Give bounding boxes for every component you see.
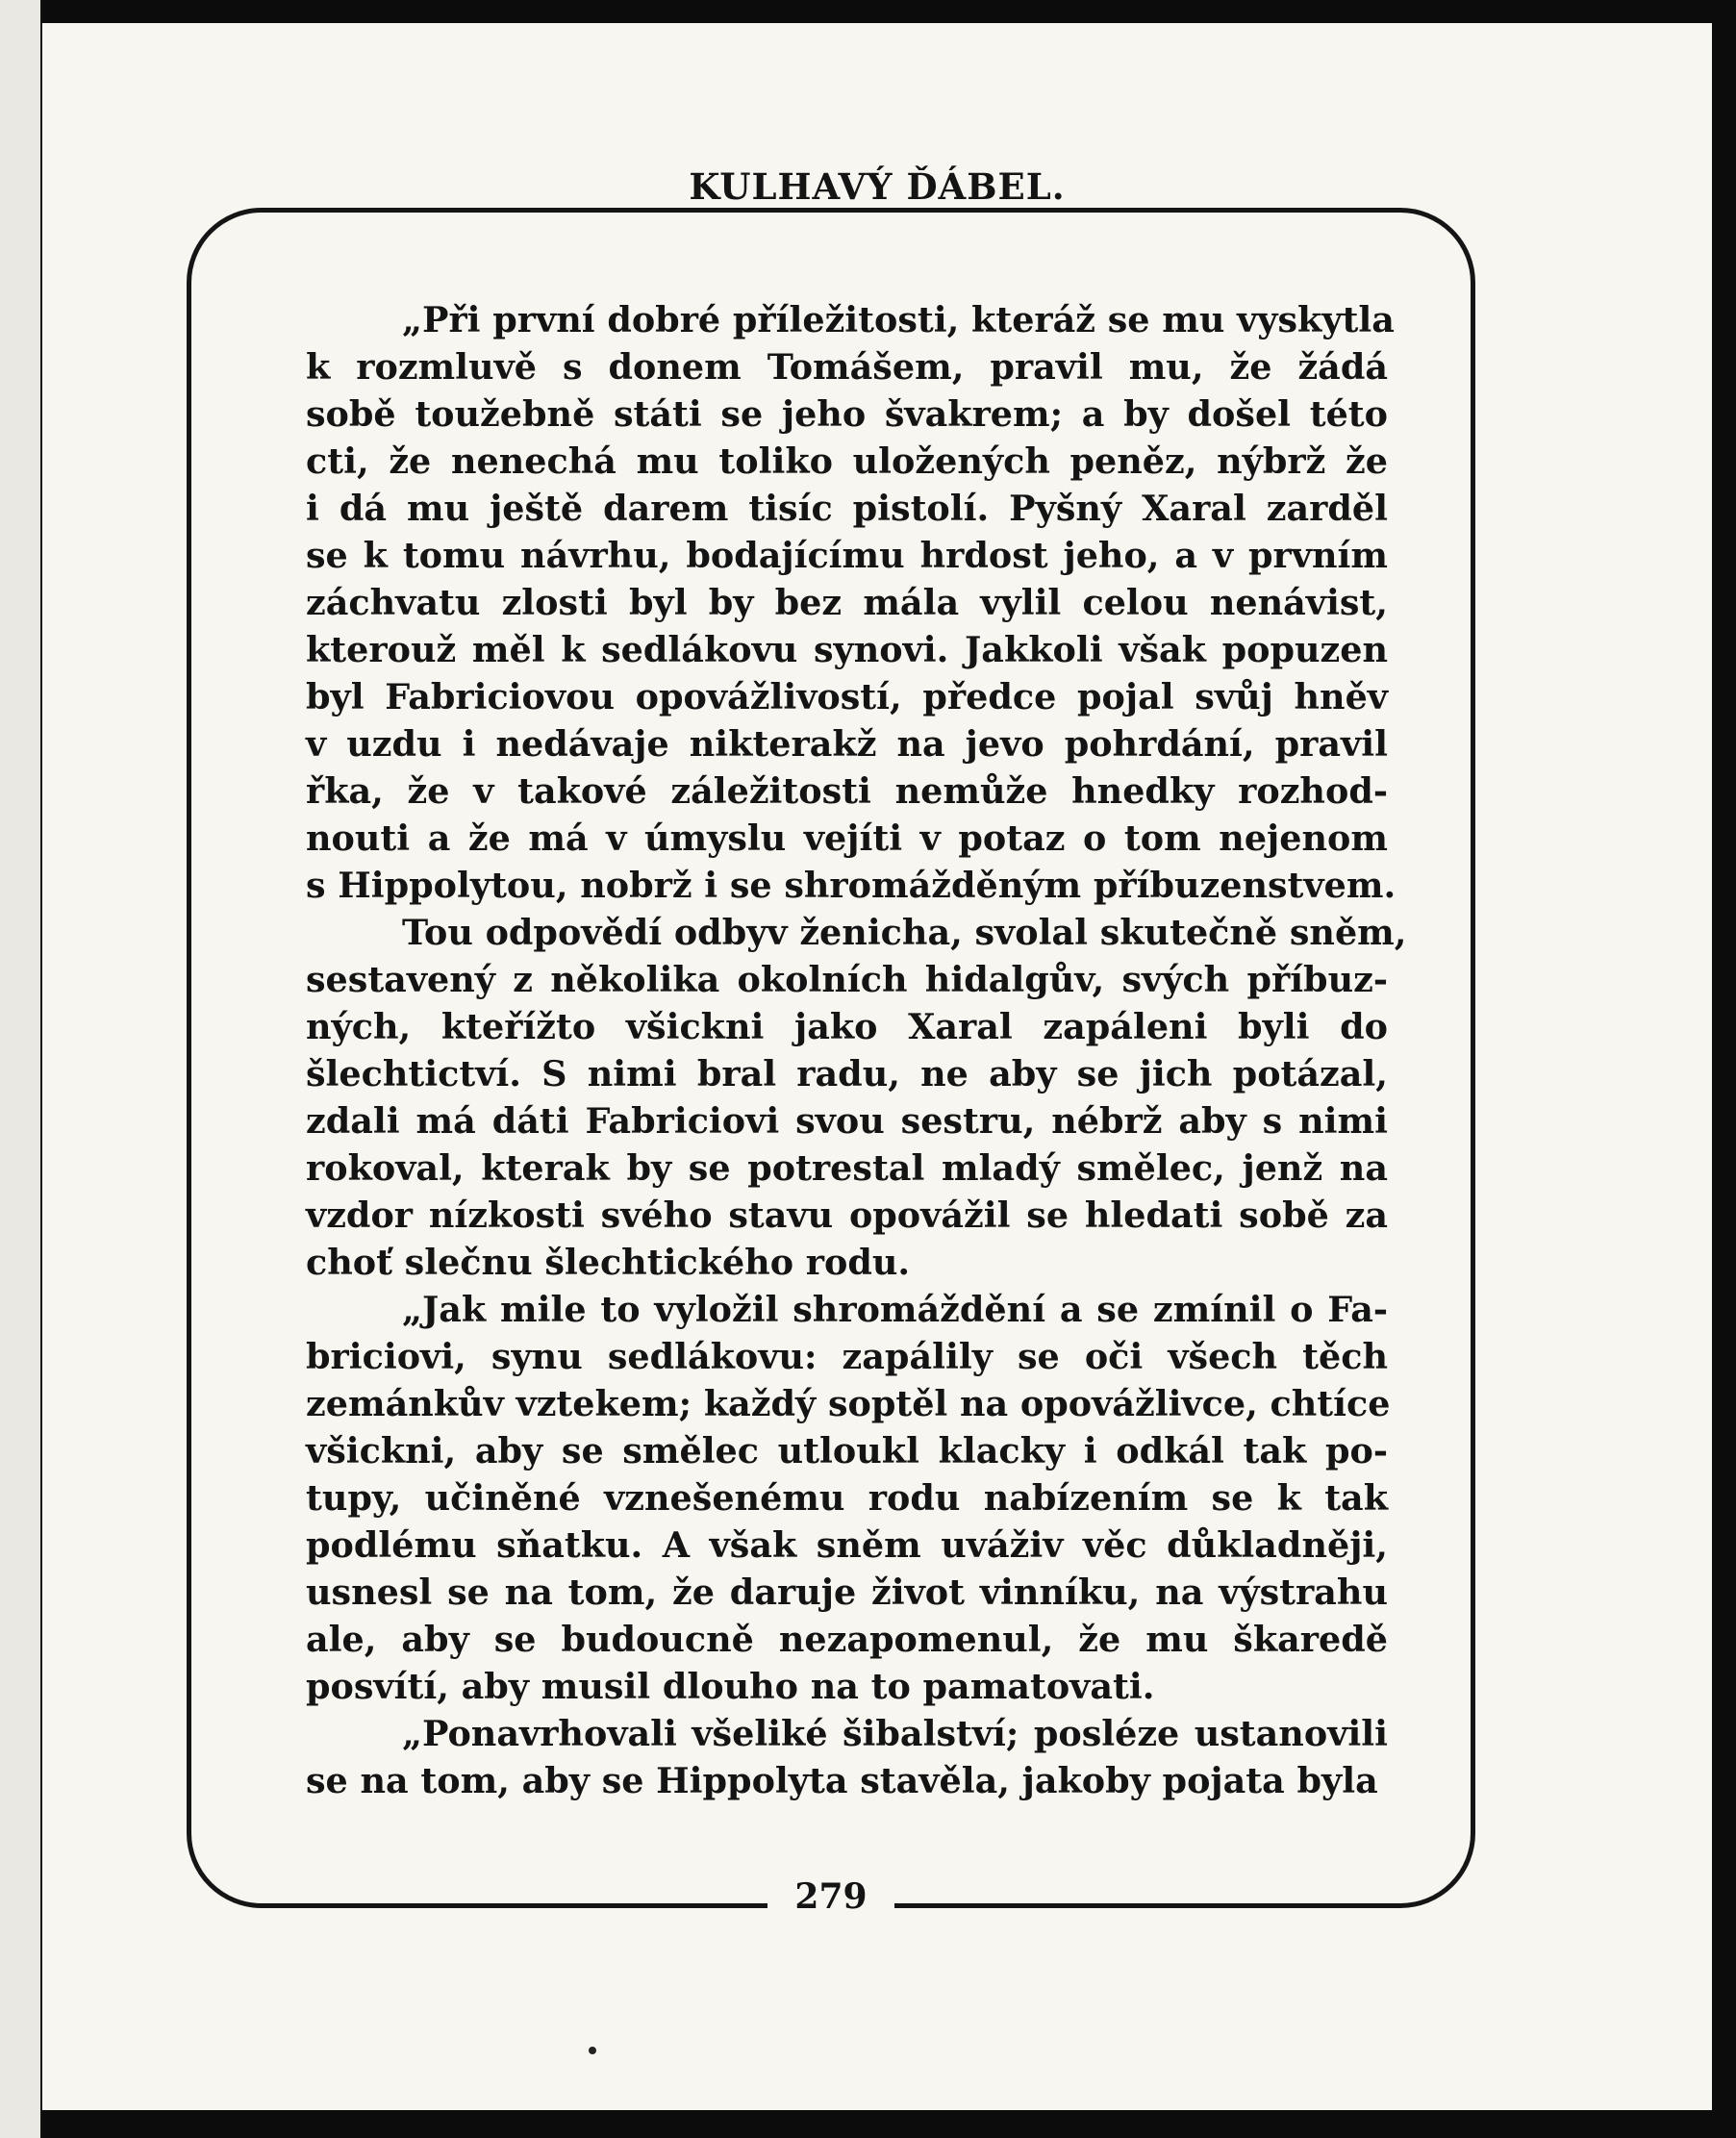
text-line: s Hippolytou, nobrž i se shromážděným příbuzenstvem. (306, 865, 1396, 906)
paragraph (306, 909, 1407, 1286)
text-line: podlému sňatku. A však sněm uváživ věc důkladněji, (306, 1524, 1388, 1566)
text-line: choť slečnu šlechtického rodu. (306, 1242, 911, 1283)
running-header: KULHAVÝ ĎÁBEL. (689, 165, 1066, 208)
text-line: nouti a že má v úmyslu vejíti v potaz o tom nejenom (306, 817, 1388, 859)
page-number: 279 (767, 1876, 893, 1917)
text-line: briciovi, synu sedlákovu: zapálily se oči všech těch (306, 1336, 1388, 1377)
paragraph (306, 296, 1396, 909)
text-line: byl Fabriciovou opovážlivostí, předce pojal svůj hněv (306, 676, 1388, 717)
body-text (306, 296, 1407, 1804)
text-line: všickni, aby se smělec utloukl klacky i odkál tak po- (306, 1430, 1388, 1471)
text-line: i dá mu ještě darem tisíc pistolí. Pyšný Xaral zarděl (306, 488, 1388, 529)
text-line: tupy, učiněné vznešenému rodu nabízením se k tak (306, 1477, 1388, 1519)
text-line: v uzdu i nedávaje nikterakž na jevo pohrdání, pravil (306, 723, 1388, 765)
text-line: sestavený z několika okolních hidalgův, svých příbuz- (306, 959, 1388, 1000)
text-line: kterouž měl k sedlákovu synovi. Jakkoli však popuzen (306, 629, 1388, 670)
text-line: cti, že nenechá mu toliko uložených peněz, nýbrž že (306, 440, 1388, 482)
text-line: ale, aby se budoucně nezapomenul, že mu škaredě (306, 1619, 1388, 1660)
text-line: „Ponavrhovali všeliké šibalství; posléze ustanovili (402, 1713, 1388, 1754)
text-line: zdali má dáti Fabriciovi svou sestru, nébrž aby s nimi (306, 1100, 1388, 1142)
page-number-wrap (187, 1876, 1475, 1917)
text-line: k rozmluvě s donem Tomášem, pravil mu, že žádá (306, 346, 1388, 388)
text-line: „Jak mile to vyložil shromáždění a se zmínil o Fa- (402, 1289, 1388, 1330)
text-line: „Při první dobré příležitosti, kteráž se mu vyskytla (402, 299, 1395, 340)
paragraph (306, 1286, 1391, 1710)
text-line: ných, kteřížto všickni jako Xaral zapáleni byli do (306, 1006, 1388, 1047)
text-line: usnesl se na tom, že daruje život vinníku, na výstrahu (306, 1572, 1388, 1613)
text-line: vzdor nízkosti svého stavu opovážil se hledati sobě za (306, 1195, 1388, 1236)
adjacent-page-edge (0, 0, 42, 2138)
paragraph (306, 1710, 1388, 1804)
text-line: rokoval, kterak by se potrestal mladý smělec, jenž na (306, 1147, 1388, 1189)
text-line: šlechtictví. S nimi bral radu, ne aby se jich potázal, (306, 1053, 1388, 1094)
text-line: se na tom, aby se Hippolyta stavěla, jakoby pojata byla (306, 1760, 1378, 1801)
text-line: záchvatu zlosti byl by bez mála vylil celou nenávist, (306, 582, 1388, 623)
text-line: se k tomu návrhu, bodajícímu hrdost jeho, a v prvním (306, 535, 1388, 576)
text-line: zemánkův vztekem; každý soptěl na opovážlivce, chtíce (306, 1383, 1391, 1424)
ink-speck (589, 2047, 596, 2054)
text-line: posvítí, aby musil dlouho na to pamatovati. (306, 1666, 1155, 1707)
text-line: řka, že v takové záležitosti nemůže hnedky rozhod- (306, 770, 1388, 812)
text-line: Tou odpovědí odbyv ženicha, svolal skutečně sněm, (402, 912, 1407, 953)
text-line: sobě toužebně státi se jeho švakrem; a by došel této (306, 393, 1388, 435)
